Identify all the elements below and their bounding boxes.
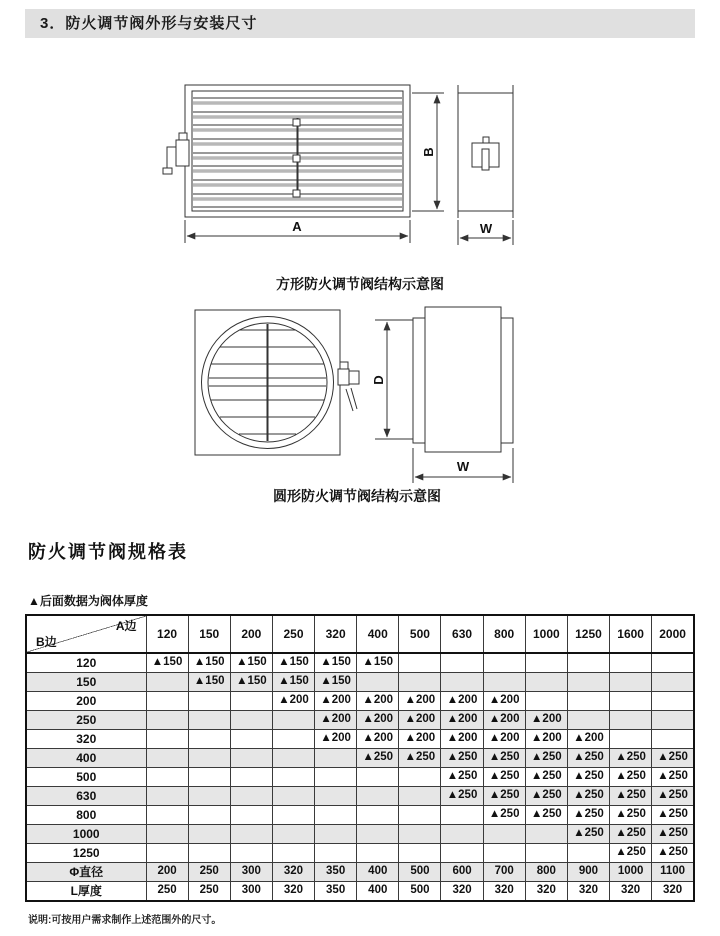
spec-cell: ▲200 xyxy=(357,711,399,730)
spec-cell xyxy=(146,825,188,844)
corner-row-axis-label: B边 xyxy=(36,635,57,649)
spec-table-heading: 防火调节阀规格表 xyxy=(28,542,188,562)
spec-cell: 320 xyxy=(272,882,314,902)
spec-cell xyxy=(230,806,272,825)
spec-cell xyxy=(399,806,441,825)
col-header: 400 xyxy=(357,615,399,653)
spec-cell xyxy=(652,692,694,711)
spec-cell xyxy=(399,825,441,844)
spec-cell xyxy=(652,730,694,749)
spec-cell xyxy=(188,768,230,787)
spec-cell: ▲150 xyxy=(357,653,399,673)
dim-label-b: B xyxy=(421,147,436,157)
spec-cell: ▲250 xyxy=(567,787,609,806)
row-label: 1250 xyxy=(26,844,146,863)
col-header: 1600 xyxy=(610,615,652,653)
spec-cell: 700 xyxy=(483,863,525,882)
row-label: 120 xyxy=(26,653,146,673)
table-row xyxy=(26,787,694,806)
spec-cell xyxy=(441,806,483,825)
spec-cell: ▲250 xyxy=(357,749,399,768)
spec-cell xyxy=(146,844,188,863)
table-row xyxy=(26,882,694,902)
spec-cell: ▲200 xyxy=(525,730,567,749)
spec-cell: ▲250 xyxy=(610,844,652,863)
spec-cell xyxy=(399,768,441,787)
spec-cell xyxy=(652,673,694,692)
spec-cell: ▲150 xyxy=(272,673,314,692)
spec-cell xyxy=(188,787,230,806)
spec-cell xyxy=(357,844,399,863)
round-valve-front-view xyxy=(195,310,340,455)
row-label: Φ直径 xyxy=(26,863,146,882)
page-title: 3．防火调节阀外形与安装尺寸 xyxy=(25,9,695,38)
spec-cell xyxy=(525,673,567,692)
spec-cell xyxy=(230,768,272,787)
spec-cell: 350 xyxy=(315,882,357,902)
spec-cell xyxy=(315,844,357,863)
dim-label-w-round: W xyxy=(456,459,470,474)
spec-cell xyxy=(652,653,694,673)
spec-cell xyxy=(399,787,441,806)
spec-cell xyxy=(315,806,357,825)
spec-cell xyxy=(230,787,272,806)
spec-cell xyxy=(230,692,272,711)
spec-cell xyxy=(188,844,230,863)
row-label: 400 xyxy=(26,749,146,768)
spec-cell: ▲200 xyxy=(441,692,483,711)
spec-cell: ▲150 xyxy=(230,653,272,673)
spec-cell: ▲250 xyxy=(652,825,694,844)
dimension-w-round xyxy=(413,448,513,483)
dimension-a xyxy=(185,219,410,243)
spec-cell xyxy=(357,806,399,825)
spec-cell: 1100 xyxy=(652,863,694,882)
table-row xyxy=(26,673,694,692)
spec-cell: ▲250 xyxy=(567,825,609,844)
spec-cell: ▲200 xyxy=(357,730,399,749)
spec-cell: ▲250 xyxy=(483,806,525,825)
spec-cell: ▲250 xyxy=(483,749,525,768)
row-label: L厚度 xyxy=(26,882,146,902)
square-valve-caption: 方形防火调节阀结构示意图 xyxy=(276,276,444,292)
spec-cell xyxy=(230,844,272,863)
spec-cell: ▲200 xyxy=(441,730,483,749)
spec-cell xyxy=(441,825,483,844)
spec-cell: ▲250 xyxy=(652,806,694,825)
spec-cell: 900 xyxy=(567,863,609,882)
spec-cell xyxy=(146,673,188,692)
spec-cell: ▲150 xyxy=(188,673,230,692)
spec-cell: 320 xyxy=(567,882,609,902)
dimension-d xyxy=(371,320,413,439)
spec-cell xyxy=(272,711,314,730)
spec-cell: ▲200 xyxy=(525,711,567,730)
spec-cell: ▲150 xyxy=(230,673,272,692)
spec-cell: 300 xyxy=(230,882,272,902)
spec-table-container xyxy=(25,614,695,902)
spec-cell xyxy=(567,653,609,673)
spec-cell: 200 xyxy=(146,863,188,882)
spec-cell: ▲250 xyxy=(399,749,441,768)
spec-cell: ▲200 xyxy=(483,711,525,730)
table-row xyxy=(26,806,694,825)
spec-cell xyxy=(483,653,525,673)
spec-cell: ▲250 xyxy=(525,787,567,806)
spec-table-header-row xyxy=(26,615,694,653)
spec-cell xyxy=(146,768,188,787)
dimension-b xyxy=(412,93,444,211)
spec-cell: ▲200 xyxy=(483,730,525,749)
spec-cell: ▲250 xyxy=(483,787,525,806)
spec-cell: ▲200 xyxy=(483,692,525,711)
col-header: 500 xyxy=(399,615,441,653)
spec-cell xyxy=(272,749,314,768)
spec-table xyxy=(25,614,695,902)
spec-cell xyxy=(188,806,230,825)
spec-cell xyxy=(357,787,399,806)
spec-cell xyxy=(357,768,399,787)
spec-cell xyxy=(525,653,567,673)
spec-cell xyxy=(567,844,609,863)
spec-cell: ▲150 xyxy=(315,653,357,673)
spec-cell xyxy=(441,844,483,863)
square-valve-diagram xyxy=(163,85,513,292)
col-header: 250 xyxy=(272,615,314,653)
row-label: 200 xyxy=(26,692,146,711)
spec-cell: ▲200 xyxy=(357,692,399,711)
spec-cell xyxy=(525,825,567,844)
spec-cell: ▲150 xyxy=(188,653,230,673)
row-label: 500 xyxy=(26,768,146,787)
row-label: 800 xyxy=(26,806,146,825)
spec-cell xyxy=(567,711,609,730)
spec-cell: ▲250 xyxy=(610,749,652,768)
spec-cell xyxy=(272,844,314,863)
spec-cell xyxy=(483,673,525,692)
spec-cell xyxy=(146,806,188,825)
table-row xyxy=(26,844,694,863)
spec-cell: ▲200 xyxy=(315,711,357,730)
spec-cell xyxy=(230,825,272,844)
spec-cell xyxy=(483,844,525,863)
spec-cell: ▲250 xyxy=(610,825,652,844)
spec-cell: ▲200 xyxy=(315,692,357,711)
spec-cell xyxy=(525,844,567,863)
spec-cell: ▲250 xyxy=(483,768,525,787)
spec-cell xyxy=(567,673,609,692)
spec-cell xyxy=(610,653,652,673)
spec-cell: ▲200 xyxy=(441,711,483,730)
table-row xyxy=(26,730,694,749)
row-label: 320 xyxy=(26,730,146,749)
spec-cell: ▲250 xyxy=(610,806,652,825)
col-header: 1250 xyxy=(567,615,609,653)
spec-cell: ▲250 xyxy=(652,768,694,787)
spec-cell: 500 xyxy=(399,882,441,902)
col-header: 150 xyxy=(188,615,230,653)
spec-cell xyxy=(399,844,441,863)
col-header: 2000 xyxy=(652,615,694,653)
spec-cell xyxy=(188,711,230,730)
spec-cell: 400 xyxy=(357,882,399,902)
table-row xyxy=(26,692,694,711)
spec-cell xyxy=(230,730,272,749)
spec-cell xyxy=(272,787,314,806)
spec-cell xyxy=(441,653,483,673)
row-label: 1000 xyxy=(26,825,146,844)
table-row xyxy=(26,653,694,673)
table-row xyxy=(26,863,694,882)
spec-cell: ▲150 xyxy=(272,653,314,673)
spec-cell xyxy=(188,692,230,711)
spec-cell xyxy=(188,825,230,844)
spec-cell: ▲200 xyxy=(315,730,357,749)
spec-cell xyxy=(272,825,314,844)
spec-cell: 250 xyxy=(188,882,230,902)
spec-cell xyxy=(610,711,652,730)
spec-cell: ▲250 xyxy=(441,768,483,787)
spec-cell: 1000 xyxy=(610,863,652,882)
spec-cell: ▲250 xyxy=(610,768,652,787)
spec-cell xyxy=(399,673,441,692)
table-row xyxy=(26,768,694,787)
spec-cell: ▲200 xyxy=(567,730,609,749)
spec-cell: ▲150 xyxy=(146,653,188,673)
spec-cell: 800 xyxy=(525,863,567,882)
spec-cell xyxy=(525,692,567,711)
spec-cell: ▲250 xyxy=(652,787,694,806)
spec-cell xyxy=(610,692,652,711)
spec-cell: ▲250 xyxy=(525,768,567,787)
spec-cell: 320 xyxy=(652,882,694,902)
spec-table-body xyxy=(26,653,694,901)
col-header: 1000 xyxy=(525,615,567,653)
table-row xyxy=(26,825,694,844)
square-valve-side-view xyxy=(458,85,513,218)
spec-cell: 250 xyxy=(188,863,230,882)
table-row xyxy=(26,711,694,730)
spec-cell: 500 xyxy=(399,863,441,882)
spec-cell: 320 xyxy=(525,882,567,902)
spec-cell xyxy=(146,749,188,768)
spec-cell: ▲150 xyxy=(315,673,357,692)
spec-cell xyxy=(188,749,230,768)
table-row xyxy=(26,749,694,768)
spec-cell: ▲200 xyxy=(272,692,314,711)
spec-cell: ▲250 xyxy=(567,749,609,768)
spec-cell: 300 xyxy=(230,863,272,882)
spec-cell: ▲200 xyxy=(399,711,441,730)
spec-cell xyxy=(483,825,525,844)
spec-cell xyxy=(188,730,230,749)
spec-cell: ▲200 xyxy=(399,692,441,711)
spec-cell: ▲250 xyxy=(652,749,694,768)
col-header: 800 xyxy=(483,615,525,653)
spec-cell: ▲250 xyxy=(567,806,609,825)
spec-table-note: ▲后面数据为阀体厚度 xyxy=(28,594,148,608)
spec-cell xyxy=(146,730,188,749)
spec-cell: ▲250 xyxy=(441,749,483,768)
spec-cell xyxy=(652,711,694,730)
corner-col-axis-label: A边 xyxy=(115,619,137,633)
spec-cell xyxy=(272,806,314,825)
col-header: 120 xyxy=(146,615,188,653)
spec-cell xyxy=(357,825,399,844)
spec-cell: 320 xyxy=(483,882,525,902)
col-header: 630 xyxy=(441,615,483,653)
spec-cell xyxy=(230,711,272,730)
spec-cell xyxy=(272,730,314,749)
dim-label-a: A xyxy=(292,219,302,234)
row-label: 250 xyxy=(26,711,146,730)
footnote: 说明:可按用户需求制作上述范围外的尺寸。 xyxy=(28,915,222,926)
spec-cell: 600 xyxy=(441,863,483,882)
spec-cell xyxy=(146,787,188,806)
spec-cell xyxy=(399,653,441,673)
spec-cell: 250 xyxy=(146,882,188,902)
row-label: 630 xyxy=(26,787,146,806)
round-valve-handle xyxy=(338,362,359,411)
spec-cell xyxy=(272,768,314,787)
spec-cell xyxy=(315,825,357,844)
row-label: 150 xyxy=(26,673,146,692)
dim-label-d: D xyxy=(371,375,386,385)
spec-cell: ▲250 xyxy=(567,768,609,787)
dim-label-w-square: W xyxy=(479,221,493,236)
spec-cell: ▲250 xyxy=(525,806,567,825)
spec-cell: 320 xyxy=(441,882,483,902)
spec-cell: ▲250 xyxy=(441,787,483,806)
spec-cell xyxy=(315,787,357,806)
spec-cell: 400 xyxy=(357,863,399,882)
col-header: 320 xyxy=(315,615,357,653)
spec-cell xyxy=(610,730,652,749)
spec-cell xyxy=(230,749,272,768)
spec-cell xyxy=(357,673,399,692)
spec-cell: ▲250 xyxy=(610,787,652,806)
spec-cell: ▲250 xyxy=(652,844,694,863)
spec-cell xyxy=(610,673,652,692)
spec-cell xyxy=(146,711,188,730)
round-valve-caption: 圆形防火调节阀结构示意图 xyxy=(273,488,441,504)
spec-cell xyxy=(441,673,483,692)
spec-cell: 320 xyxy=(272,863,314,882)
round-valve-side-view xyxy=(413,307,513,452)
spec-cell xyxy=(146,692,188,711)
spec-cell: ▲200 xyxy=(399,730,441,749)
spec-cell xyxy=(567,692,609,711)
spec-cell: ▲250 xyxy=(525,749,567,768)
spec-cell xyxy=(315,768,357,787)
spec-cell: 350 xyxy=(315,863,357,882)
dimension-w-square xyxy=(458,220,513,245)
spec-cell xyxy=(315,749,357,768)
square-valve-front-view xyxy=(185,85,410,217)
round-valve-diagram xyxy=(195,307,513,504)
col-header: 200 xyxy=(230,615,272,653)
table-corner-cell xyxy=(26,615,146,653)
spec-cell: 320 xyxy=(610,882,652,902)
